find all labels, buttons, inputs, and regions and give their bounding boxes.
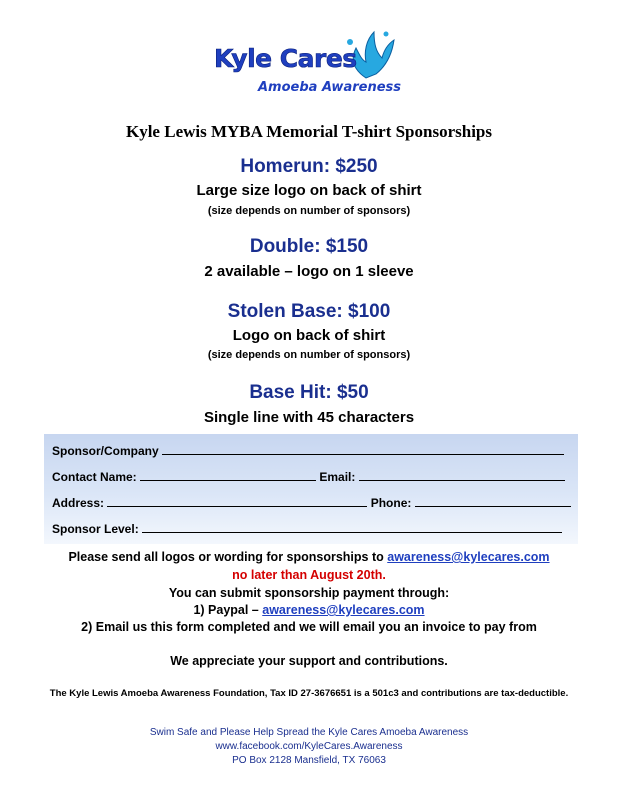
address-field[interactable] — [107, 494, 367, 507]
level-double-desc: 2 available – logo on 1 sleeve — [204, 263, 414, 280]
footer-slogan: Swim Safe and Please Help Spread the Kyle Cares Amoeba Awareness — [149, 727, 469, 738]
paypal-email-link[interactable]: awareness@kylecares.com — [262, 603, 425, 617]
payment-option-email: 2) Email us this form completed and we will email you an invoice to pay from — [81, 620, 537, 634]
level-double-name: Double: $150 — [249, 236, 369, 257]
page-title: Kyle Lewis MYBA Memorial T-shirt Sponsorships — [125, 122, 492, 141]
logo-line1: Kyle Cares — [214, 44, 357, 73]
sponsor-level-label: Sponsor Level: — [52, 522, 139, 536]
level-homerun-name: Homerun: $250 — [240, 156, 378, 177]
footer-facebook[interactable]: www.facebook.com/KyleCares.Awareness — [215, 741, 403, 752]
sponsor-level-field[interactable] — [142, 520, 562, 533]
email-label: Email: — [319, 470, 356, 484]
level-stolen-base-note: (size depends on number of sponsors) — [207, 349, 411, 361]
tax-note: The Kyle Lewis Amoeba Awareness Foundation, Tax ID 27-3676651 is a 501c3 and contributions are tax-deductible. — [49, 688, 569, 699]
kyle-cares-logo — [208, 30, 408, 108]
sponsor-level-row — [52, 520, 562, 536]
send-instructions — [0, 550, 618, 564]
contact-name-label: Contact Name: — [52, 470, 137, 484]
level-base-hit-name: Base Hit: $50 — [249, 382, 369, 403]
sponsor-company-field[interactable] — [162, 442, 564, 455]
level-homerun-desc: Large size logo on back of shirt — [196, 182, 422, 199]
payment-intro: You can submit sponsorship payment through: — [168, 586, 450, 600]
send-email-link[interactable]: awareness@kylecares.com — [387, 550, 550, 564]
email-field[interactable] — [359, 468, 565, 481]
logo-line2: Amoeba Awareness — [258, 80, 401, 95]
contact-email-row — [52, 468, 565, 484]
payment-option-paypal — [0, 603, 618, 617]
contact-name-field[interactable] — [140, 468, 316, 481]
footer-address: PO Box 2128 Mansfield, TX 76063 — [232, 755, 386, 766]
level-homerun-note: (size depends on number of sponsors) — [207, 205, 411, 217]
level-stolen-base-desc: Logo on back of shirt — [232, 327, 386, 344]
sponsor-company-label: Sponsor/Company — [52, 444, 159, 458]
level-stolen-base-name: Stolen Base: $100 — [227, 301, 391, 322]
address-label: Address: — [52, 496, 105, 510]
send-text: Please send all logos or wording for sponsorships to — [68, 550, 384, 564]
sponsor-company-row — [52, 442, 564, 458]
level-base-hit-desc: Single line with 45 characters — [203, 409, 415, 426]
phone-field[interactable] — [415, 494, 571, 507]
deadline-text: no later than August 20th. — [232, 568, 386, 582]
paypal-prefix: 1) Paypal – — [193, 603, 259, 617]
phone-label: Phone: — [370, 496, 412, 510]
address-phone-row — [52, 494, 571, 510]
thanks-text: We appreciate your support and contributions. — [170, 654, 448, 668]
